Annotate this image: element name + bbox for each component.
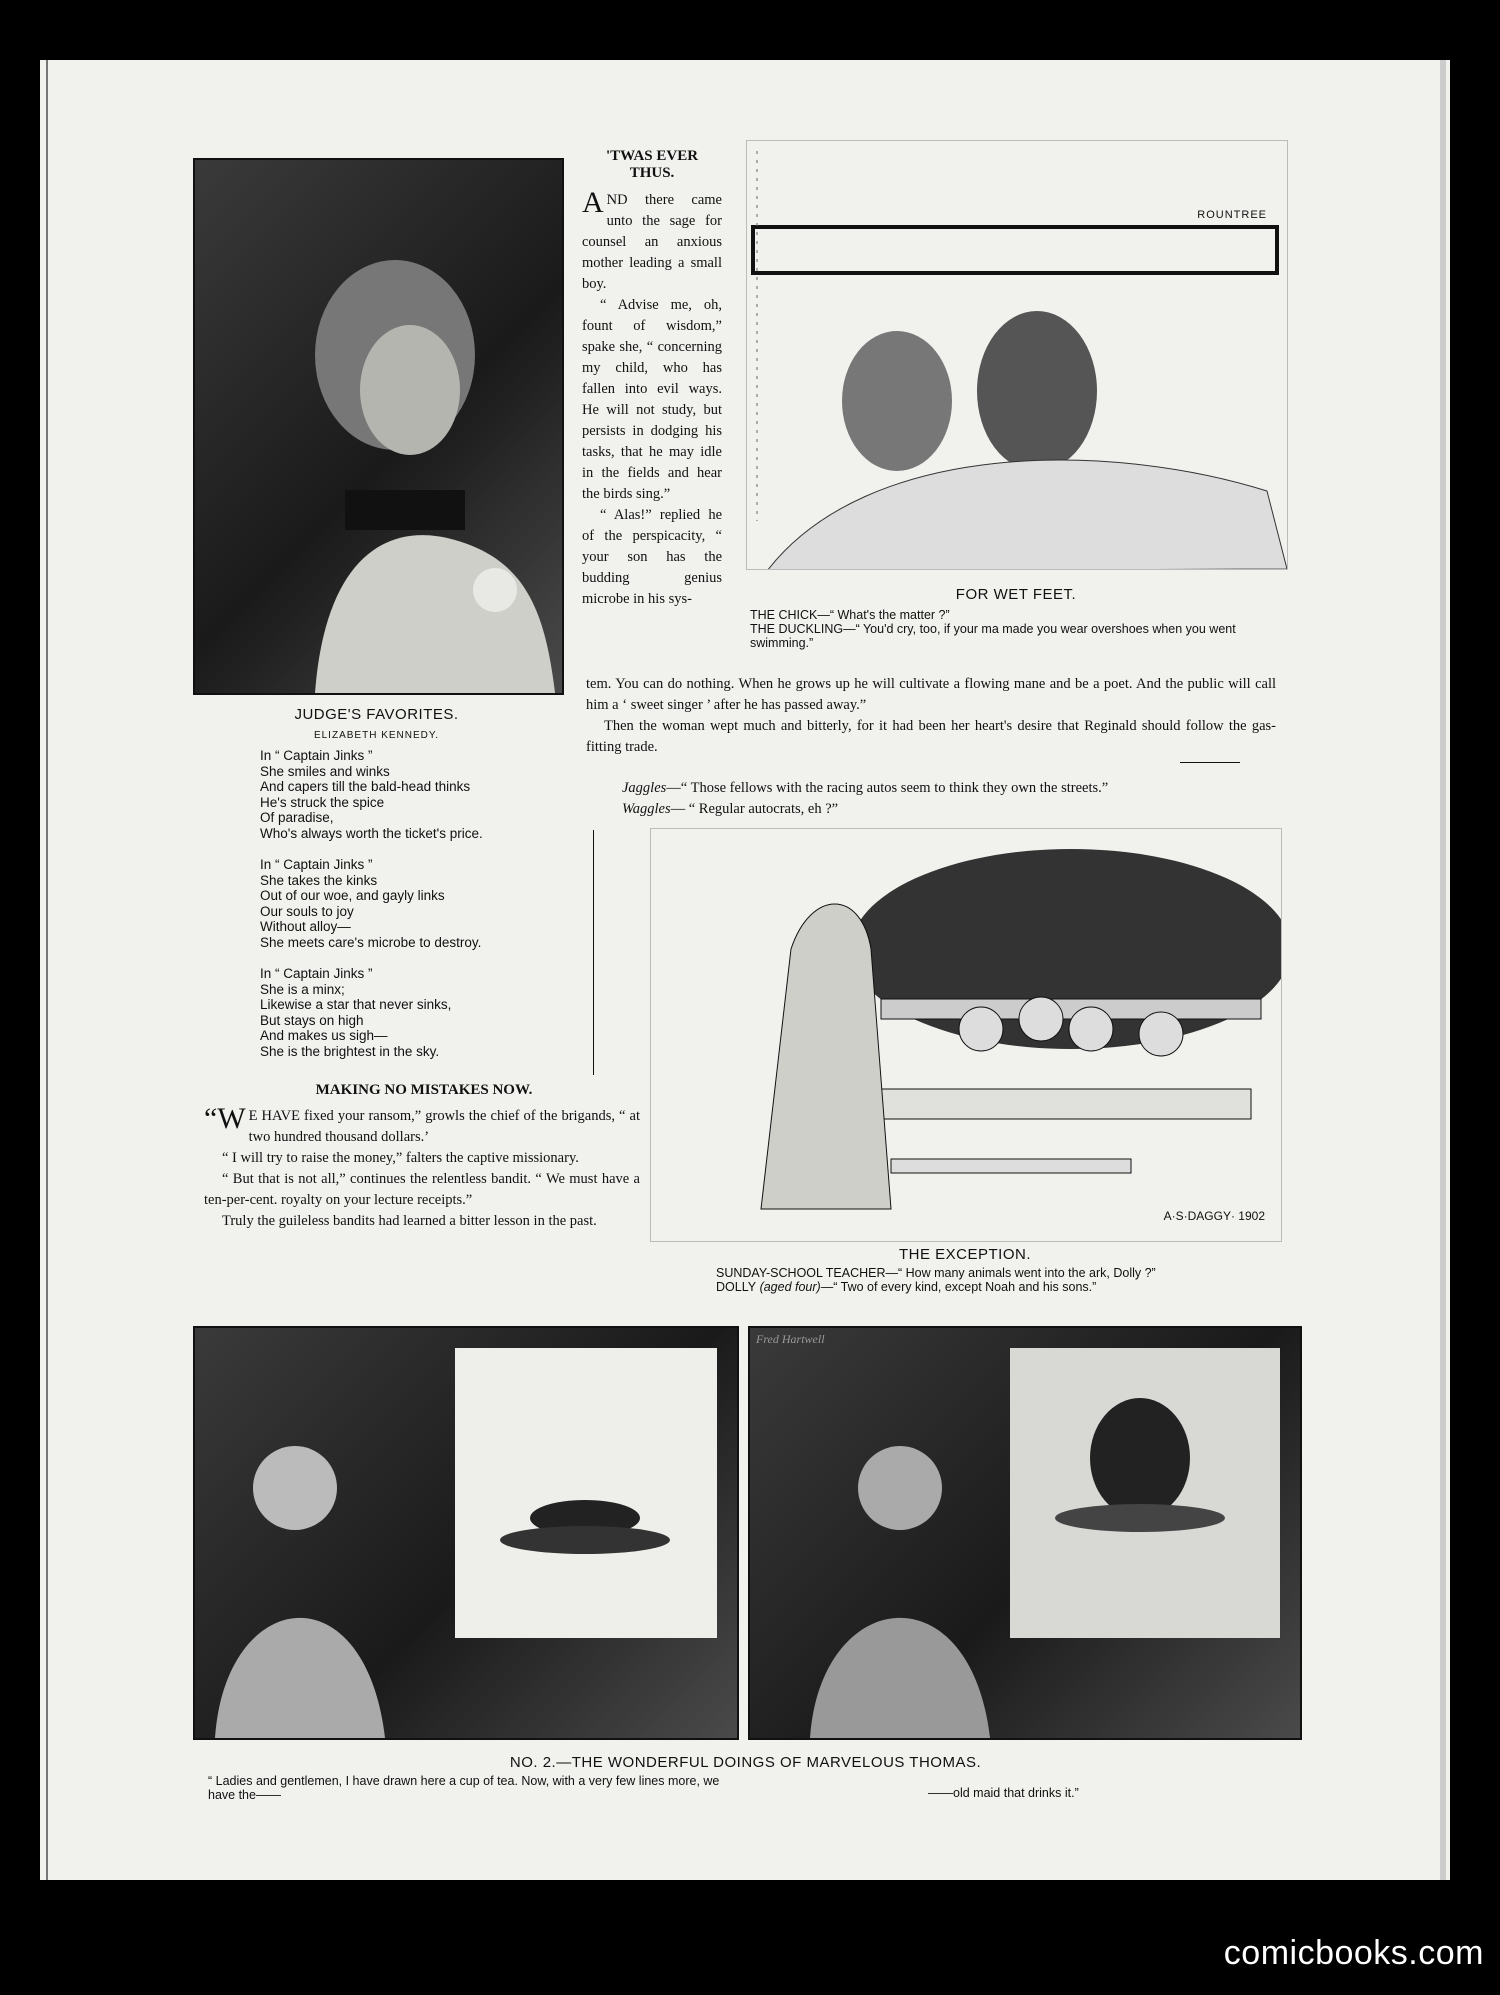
paragraph: “ But that is not all,” continues the relentless bandit. “ We must have a ten-per-cent. royalty on your lecture receipts.”	[204, 1171, 640, 1208]
verse-line: In “ Captain Jinks ”	[260, 966, 373, 981]
artist-signature: ROUNTREE	[1197, 209, 1267, 221]
exception-title: THE EXCEPTION.	[898, 1246, 1032, 1263]
verse-line: Our souls to joy	[260, 903, 354, 919]
verse	[260, 748, 560, 1075]
stanza-2	[260, 857, 560, 950]
boy-with-easel-drawing	[195, 1328, 737, 1738]
wet-feet-dialogue	[750, 608, 1286, 650]
paragraph: Truly the guileless bandits had learned a bitter lesson in the past.	[222, 1213, 597, 1229]
verse-line: She meets care's microbe to destroy.	[260, 934, 482, 950]
paragraph: “ I will try to raise the money,” falters the captive missionary.	[222, 1150, 579, 1166]
verse-line: Who's always worth the ticket's price.	[260, 825, 483, 841]
portrait-photo	[193, 158, 564, 695]
dialogue-line: —“ How many animals went into the ark, Dolly ?”	[885, 1266, 1156, 1280]
dialogue-line: — “ Regular autocrats, eh ?”	[670, 801, 839, 817]
verse-line: In “ Captain Jinks ”	[260, 857, 373, 872]
verse-line: But stays on high	[260, 1012, 364, 1028]
artist-signature: A·S·DAGGY· 1902	[1163, 1209, 1265, 1223]
section-divider	[1180, 762, 1240, 763]
next-page-edge	[1440, 60, 1446, 1880]
verse-line: In “ Captain Jinks ”	[260, 748, 373, 763]
speaker-label: THE CHICK	[750, 608, 818, 622]
verse-line: She takes the kinks	[260, 872, 378, 888]
jaggles-joke	[622, 778, 1282, 820]
aside: (aged four)	[759, 1280, 821, 1294]
dialogue-line: —“ Those fellows with the racing autos seem to think they own the streets.”	[666, 780, 1109, 796]
paragraph: “ Advise me, oh, fount of wisdom,” spake she, “ concerning my child, who has fallen into evil ways. He will not study, but persists in dodging his tasks, that he may idle in the fields and hear the birds sing.”	[582, 297, 722, 502]
artist-signature: Fred Hartwell	[756, 1332, 825, 1346]
verse-line: And capers till the bald-head thinks	[260, 779, 471, 794]
stanza-1	[260, 748, 560, 841]
paragraph: “ Alas!” replied he of the perspicacity, “ your son has the budding genius microbe in his sys-	[582, 507, 722, 607]
dialogue-line: —“ You'd cry, too, if your ma made you wear overshoes when you went swimming.”	[750, 622, 1236, 650]
paragraph: Then the woman wept much and bitterly, for it had been her heart's desire that Reginald should follow the gas-fitting trade.	[586, 718, 1276, 755]
paragraph: tem. You can do nothing. When he grows up he will cultivate a flowing mane and be a poet. And the public will call him a ‘ sweet singer ’ after he has passed away.”	[586, 676, 1276, 713]
verse-line: She is the brightest in the sky.	[260, 1043, 440, 1059]
dialogue-line: —“ What's the matter ?”	[817, 608, 950, 622]
thomas-caption-right: ——old maid that drinks it.”	[928, 1786, 1079, 1800]
wet-feet-title: FOR WET FEET.	[955, 586, 1077, 603]
paragraph: E HAVE fixed your ransom,” growls the chief of the brigands, “ at two hundred thousand dollars.’	[248, 1108, 640, 1145]
watermark-logo: comicbooks.com	[1223, 1934, 1484, 1972]
speaker-label: SUNDAY-SCHOOL TEACHER	[716, 1266, 886, 1280]
speaker-label: DOLLY	[716, 1280, 757, 1294]
twas-column-text	[582, 186, 722, 610]
column-rule	[593, 830, 594, 1075]
thomas-photo-2	[748, 1326, 1302, 1740]
stanza-3	[260, 966, 560, 1059]
verse-line: Out of our woe, and gayly links	[260, 888, 445, 903]
verse-line: Likewise a star that never sinks,	[260, 997, 452, 1012]
page-edge-line	[46, 60, 48, 1880]
dialogue-line: —“ Two of every kind, except Noah and his sons.”	[820, 1280, 1097, 1294]
wet-feet-illustration	[746, 140, 1288, 570]
no-mistakes-text	[204, 1102, 640, 1232]
speaker-label: THE DUCKLING	[750, 622, 844, 636]
portrait-figure	[195, 160, 562, 693]
verse-line: Without alloy—	[260, 919, 351, 934]
verse-line: Of paradise,	[260, 810, 334, 825]
paragraph: ND there came unto the sage for counsel an anxious mother leading a small boy.	[582, 192, 722, 292]
verse-line: She smiles and winks	[260, 763, 390, 779]
exception-dialogue	[716, 1266, 1276, 1294]
teacher-and-children-drawing	[651, 829, 1281, 1241]
thomas-photo-1	[193, 1326, 739, 1740]
verse-line: He's struck the spice	[260, 794, 385, 810]
judges-favorites-title: JUDGE'S FAVORITES.	[294, 706, 459, 723]
twas-wide-text	[586, 674, 1276, 758]
twas-ever-thus-title: 'TWAS EVER THUS.	[605, 148, 699, 181]
verse-line: She is a minx;	[260, 981, 345, 997]
thomas-title: NO. 2.—THE WONDERFUL DOINGS OF MARVELOUS THOMAS.	[509, 1754, 982, 1771]
drop-cap: A	[582, 186, 604, 219]
chick-and-duckling-drawing	[747, 141, 1287, 569]
thomas-caption-left: “ Ladies and gentlemen, I have drawn here a cup of tea. Now, with a very few lines more, we have the——	[208, 1774, 720, 1802]
exception-illustration	[650, 828, 1282, 1242]
verse-line: And makes us sigh—	[260, 1028, 388, 1043]
speaker-label: Jaggles	[622, 780, 667, 796]
drop-cap: “W	[204, 1102, 246, 1135]
speaker-label: Waggles	[622, 801, 671, 817]
no-mistakes-title: MAKING NO MISTAKES NOW.	[315, 1082, 533, 1098]
boy-with-old-maid-drawing	[750, 1328, 1300, 1738]
actress-name: ELIZABETH KENNEDY.	[313, 730, 440, 741]
